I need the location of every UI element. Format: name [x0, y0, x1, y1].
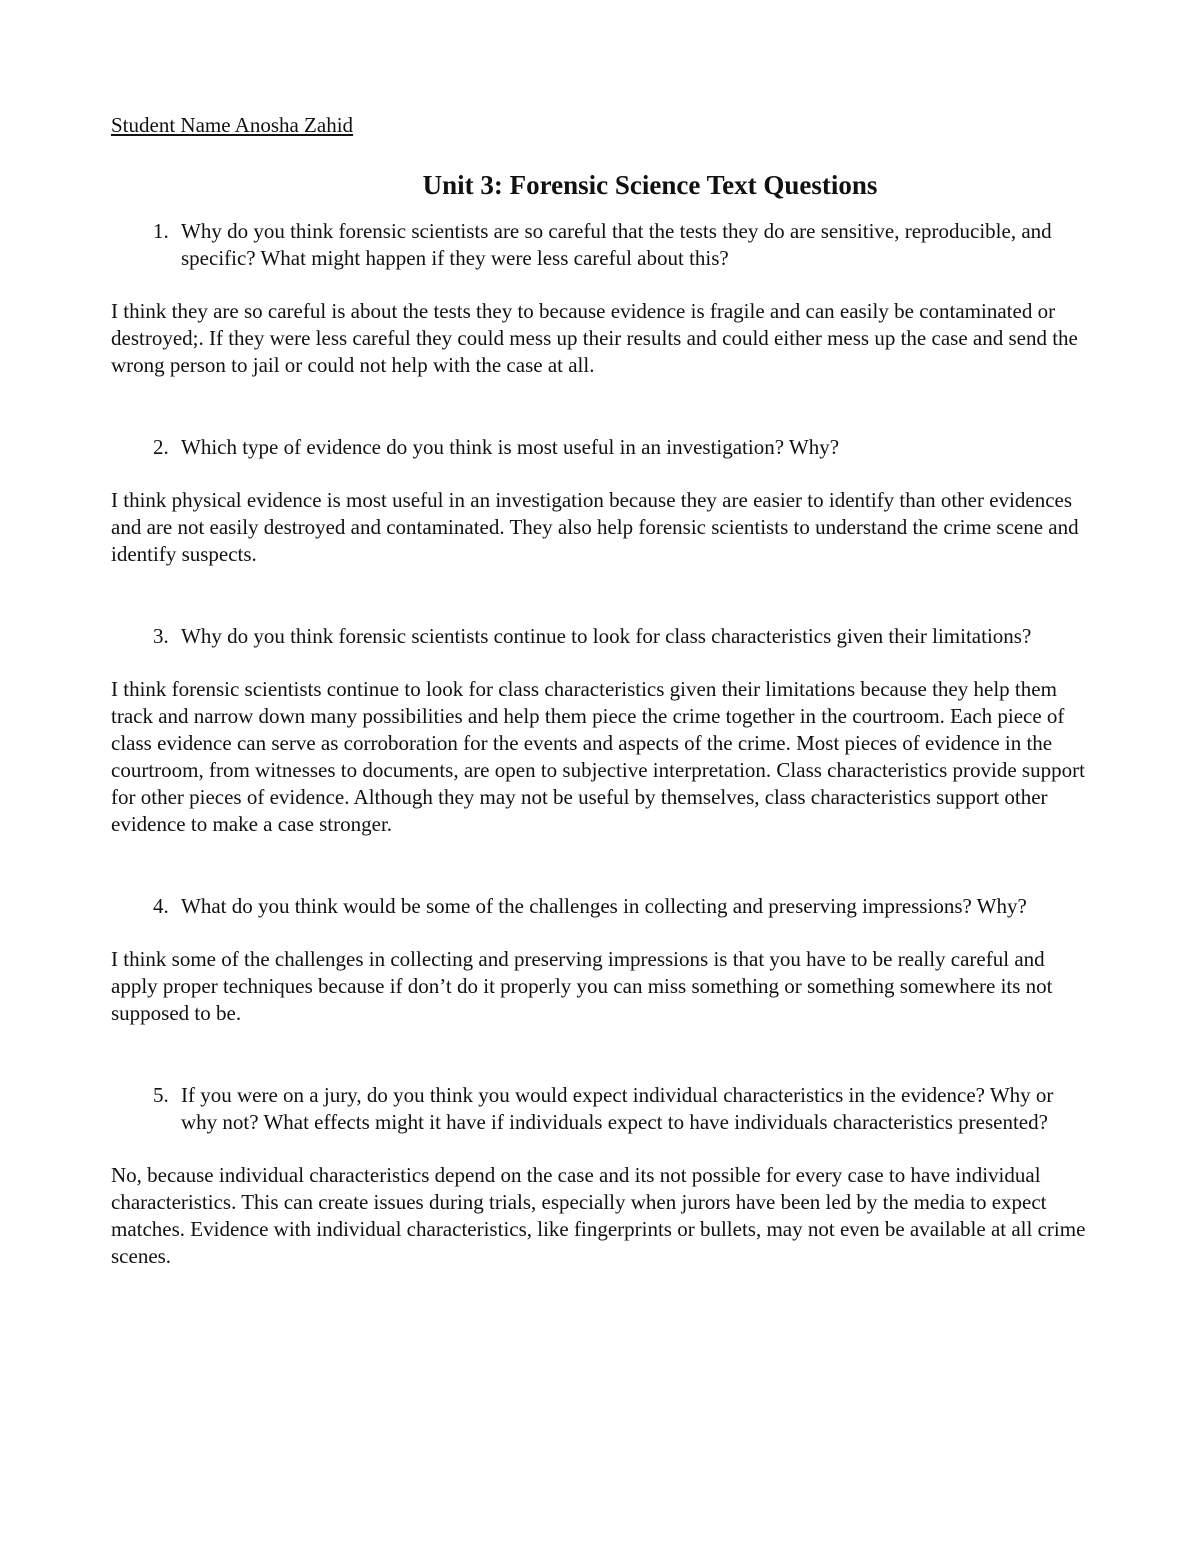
- answer-2: I think physical evidence is most useful in an investigation because they are easier to identify than other evidences and are not easily destroyed and contaminated. They also help forensic scientists to understand the crime scene and identify suspects.: [111, 488, 1079, 566]
- answer-1: I think they are so careful is about the tests they to because evidence is fragile and can easily be contaminated or destroyed;. If they were less careful they could mess up their results and could either mess up the case and send the wrong person to jail or could not help with the case at all.: [111, 299, 1078, 377]
- answer-4: I think some of the challenges in collecting and preserving impressions is that you have to be really careful and apply proper techniques because if don’t do it properly you can miss something or something somewhere its not supposed to be.: [111, 947, 1053, 1025]
- question-number: 4.: [153, 894, 169, 918]
- question-1: [111, 218, 1091, 272]
- question-number: 3.: [153, 624, 169, 648]
- question-number: 1.: [153, 219, 169, 243]
- question-list: [111, 218, 1091, 1270]
- student-name: Student Name Anosha Zahid: [111, 113, 354, 137]
- question-4: [111, 893, 1091, 920]
- question-text: Why do you think forensic scientists are so careful that the tests they do are sensitive, reproducible, and specific? What might happen if they were less careful about this?: [181, 219, 1052, 270]
- document-body: [111, 112, 1091, 1270]
- question-text: If you were on a jury, do you think you would expect individual characteristics in the evidence? Why or why not? What effects might it have if individuals expect to have individuals characteristics presented?: [181, 1083, 1054, 1134]
- question-3: [111, 623, 1091, 650]
- question-text: Which type of evidence do you think is most useful in an investigation? Why?: [181, 435, 840, 459]
- answer-5: No, because individual characteristics depend on the case and its not possible for every case to have individual characteristics. This can create issues during trials, especially when jurors have been led by the media to expect matches. Evidence with individual characteristics, like fingerprints or bullets, may not even be available at all crime scenes.: [111, 1163, 1086, 1268]
- question-text: What do you think would be some of the challenges in collecting and preserving impressions? Why?: [181, 894, 1027, 918]
- page-title: Unit 3: Forensic Science Text Questions: [422, 170, 878, 200]
- question-text: Why do you think forensic scientists continue to look for class characteristics given their limitations?: [181, 624, 1032, 648]
- question-number: 5.: [153, 1083, 169, 1107]
- answer-3: I think forensic scientists continue to look for class characteristics given their limitations because they help them track and narrow down many possibilities and help them piece the crime together in the courtroom. Each piece of class evidence can serve as corroboration for the events and aspects of the crime. Most pieces of evidence in the courtroom, from witnesses to documents, are open to subjective interpretation. Class characteristics provide support for other pieces of evidence. Although they may not be useful by themselves, class characteristics support other evidence to make a case stronger.: [111, 677, 1085, 836]
- question-2: [111, 434, 1091, 461]
- question-number: 2.: [153, 435, 169, 459]
- question-5: [111, 1082, 1091, 1136]
